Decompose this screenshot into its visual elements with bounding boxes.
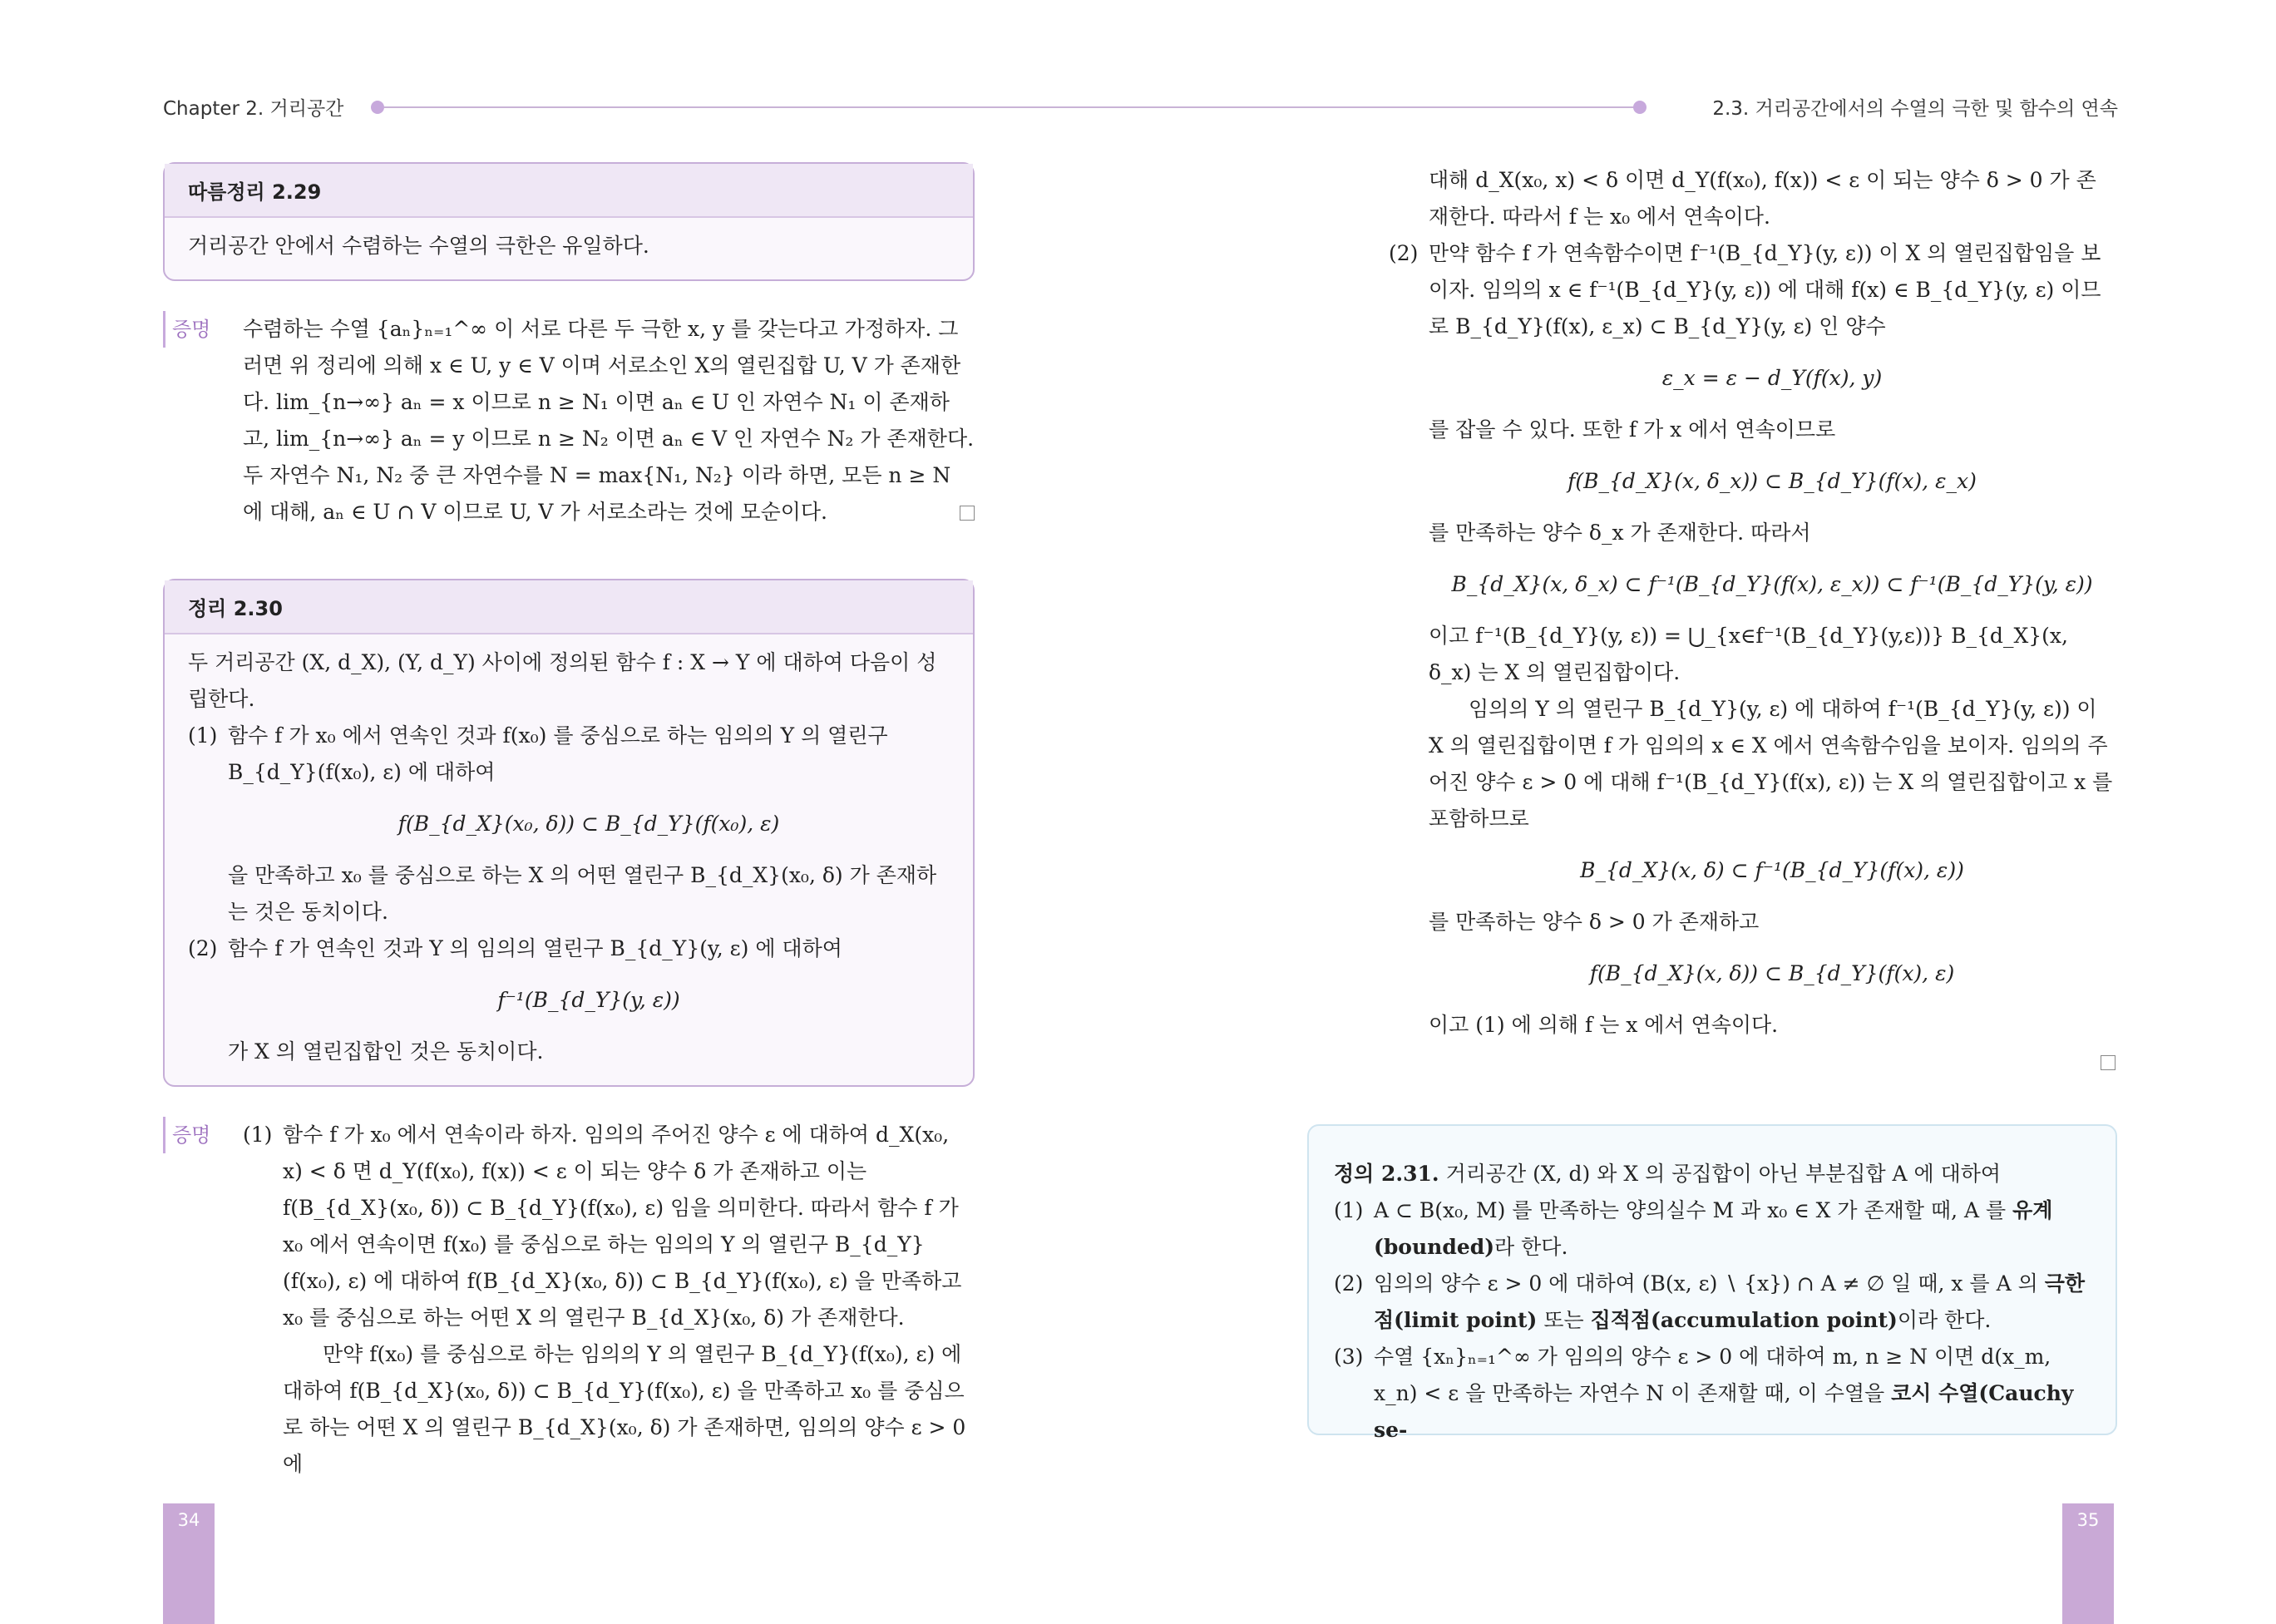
item-number: (1): [188, 723, 218, 748]
item-number: (1): [1334, 1198, 1364, 1222]
proof-block-2: [163, 1117, 975, 1476]
term-cauchy-sequence: 코시 수열(Cauchy se-: [1374, 1381, 2074, 1442]
term-accumulation-point: 집적점(accumulation point): [1590, 1308, 1898, 1332]
item-text-end: 라 한다.: [1494, 1235, 1568, 1259]
equation: ε_x = ε − d_Y(f(x), y): [1661, 366, 1883, 390]
left-page-column: [163, 162, 975, 1476]
proof-paragraph: 함수 f 가 x₀ 에서 연속이라 하자. 임의의 주어진 양수 ε 에 대하여 d_X(x₀, x) < δ 면 d_Y(f(x₀), f(x)) < ε 이 되는 양수 δ 가 존재하고 이는 f(B_{d_X}(x₀, δ)) ⊂ B_{d_Y}(f(x₀), ε) 임을 의미한다. 따라서 함수 f 가 x₀ 에서 연속이면 f(x₀) 를 중심으로 하는 임의의 Y 의 열린구 B_{d_Y}(f(x₀), ε) 에 대하여 f(B_{d_X}(x₀, δ)) ⊂ B_{d_Y}(f(x₀), ε) 을 만족하고 x₀ 를 중심으로 하는 어떤 X 의 열린구 B_{d_X}(x₀, δ) 가 존재한다.: [283, 1123, 962, 1330]
theorem-title: 정리 2.30: [165, 580, 973, 634]
item-number: (3): [1334, 1345, 1364, 1369]
paragraph: 이고 f⁻¹(B_{d_Y}(y, ε)) = ⋃_{x∈f⁻¹(B_{d_Y}(y,ε))} B_{d_X}(x, δ_x) 는 X 의 열린집합이다.: [1429, 624, 2068, 684]
theorem-intro: 두 거리공간 (X, d_X), (Y, d_Y) 사이에 정의된 함수 f : X → Y 에 대하여 다음이 성립한다.: [188, 650, 937, 711]
item-text-mid: 또는: [1537, 1308, 1591, 1332]
item-text: A ⊂ B(x₀, M) 를 만족하는 양의실수 M 과 x₀ ∈ X 가 존재할 때, A 를: [1374, 1198, 2007, 1222]
equation: f(B_{d_X}(x₀, δ)) ⊂ B_{d_Y}(f(x₀), ε): [397, 812, 780, 836]
definition-box: [1307, 1124, 2117, 1442]
proof-block-1: [163, 311, 975, 531]
qed-square-icon: [960, 506, 975, 521]
definition-intro: 거리공간 (X, d) 와 X 의 공집합이 아닌 부분집합 A 에 대하여: [1445, 1162, 2002, 1186]
proof-item-2: [1389, 235, 2116, 345]
item-number: (2): [188, 936, 218, 960]
page-tab-right: [2062, 1503, 2114, 1624]
header-dot-left: [371, 101, 384, 114]
definition-item-1: [1334, 1192, 2091, 1266]
page-number: 34: [177, 1510, 200, 1530]
item-text: 가 X 의 열린집합인 것은 동치이다.: [228, 1039, 544, 1064]
paragraph: 를 만족하는 양수 δ > 0 가 존재하고: [1429, 910, 1760, 934]
qed-square-icon: [2101, 1055, 2116, 1070]
page-tab-left: [163, 1503, 215, 1624]
equation: f⁻¹(B_{d_Y}(y, ε)): [497, 988, 680, 1012]
term-bounded: 유계(bounded): [1374, 1198, 2053, 1259]
theorem-item-1: [188, 718, 950, 930]
definition-title: 정의 2.31.: [1334, 1162, 1439, 1186]
term-limit-point: 극한점(limit point): [1374, 1271, 2085, 1332]
item-text: 함수 f 가 연속인 것과 Y 의 임의의 열린구 B_{d_Y}(y, ε) 에 대하여: [228, 936, 842, 960]
item-number: (1): [243, 1123, 273, 1147]
running-header-left: Chapter 2. 거리공간: [163, 98, 344, 120]
proof-paragraph: 만약 f(x₀) 를 중심으로 하는 임의의 Y 의 열린구 B_{d_Y}(f(x₀), ε) 에 대하여 f(B_{d_X}(x₀, δ)) ⊂ B_{d_Y}(f(x₀), ε) 을 만족하고 x₀ 를 중심으로 하는 어떤 X 의 열린구 B_{d_X}(x₀, δ) 가 존재하면, 임의의 양수 ε > 0 에: [283, 1342, 966, 1476]
paragraph: 이고 (1) 에 의해 f 는 x 에서 연속이다.: [1429, 1013, 1779, 1037]
paragraph: 를 만족하는 양수 δ_x 가 존재한다. 따라서: [1429, 521, 1811, 545]
proof-text: 수렴하는 수열 {aₙ}ₙ₌₁^∞ 이 서로 다른 두 극한 x, y 를 갖는다고 가정하자. 그러면 위 정리에 의해 x ∈ U, y ∈ V 이며 서로소인 X의 열린집합 U, V 가 존재한다. lim_{n→∞} aₙ = x 이므로 n ≥ N₁ 이면 aₙ ∈ U 인 자연수 N₁ 이 존재하고, lim_{n→∞} aₙ = y 이므로 n ≥ N₂ 이면 aₙ ∈ V 인 자연수 N₂ 가 존재한다. 두 자연수 N₁, N₂ 중 큰 자연수를 N = max{N₁, N₂} 이라 하면, 모든 n ≥ N 에 대해, aₙ ∈ U ∩ V 이므로 U, V 가 서로소라는 것에 모순이다.: [243, 317, 975, 524]
theorem-item-2: [188, 930, 950, 1070]
paragraph: 만약 함수 f 가 연속함수이면 f⁻¹(B_{d_Y}(y, ε)) 이 X 의 열린집합임을 보이자. 임의의 x ∈ f⁻¹(B_{d_Y}(y, ε)) 에 대해 f(x) ∈ B_{d_Y}(y, ε) 이므로 B_{d_Y}(f(x), ε_x) ⊂ B_{d_Y}(y, ε) 인 양수: [1429, 241, 2101, 338]
item-text: 임의의 양수 ε > 0 에 대하여 (B(x, ε) ∖ {x}) ∩ A ≠ ∅ 일 때, x 를 A 의: [1374, 1271, 2038, 1296]
header-dot-right: [1633, 101, 1647, 114]
theorem-box: [163, 579, 975, 1087]
item-text-end: 이라 한다.: [1897, 1308, 1992, 1332]
equation: B_{d_X}(x, δ) ⊂ f⁻¹(B_{d_Y}(f(x), ε)): [1580, 858, 1964, 882]
equation: B_{d_X}(x, δ_x) ⊂ f⁻¹(B_{d_Y}(f(x), ε_x)) ⊂ f⁻¹(B_{d_Y}(y, ε)): [1451, 572, 2093, 596]
equation: f(B_{d_X}(x, δ_x)) ⊂ B_{d_Y}(f(x), ε_x): [1568, 469, 1977, 493]
definition-item-2: [1334, 1266, 2091, 1339]
corollary-body: 거리공간 안에서 수렴하는 수열의 극한은 유일하다.: [188, 234, 649, 258]
paragraph: 대해 d_X(x₀, x) < δ 이면 d_Y(f(x₀), f(x)) < ε 이 되는 양수 δ > 0 가 존재한다. 따라서 f 는 x₀ 에서 연속이다.: [1429, 168, 2096, 229]
item-text: 함수 f 가 x₀ 에서 연속인 것과 f(x₀) 를 중심으로 하는 임의의 Y 의 열린구 B_{d_Y}(f(x₀), ε) 에 대하여: [228, 723, 888, 784]
corollary-box: [163, 162, 975, 281]
definition-item-3: [1334, 1339, 2091, 1449]
right-page-column: [1389, 162, 2116, 1070]
paragraph: 를 잡을 수 있다. 또한 f 가 x 에서 연속이므로: [1429, 417, 1836, 442]
proof-label: 증명: [163, 1117, 210, 1153]
item-number: (2): [1334, 1271, 1364, 1296]
equation: f(B_{d_X}(x, δ)) ⊂ B_{d_Y}(f(x), ε): [1589, 961, 1955, 985]
theorem-body: [165, 634, 973, 1085]
proof-item-1: [243, 1117, 975, 1483]
corollary-title: 따름정리 2.29: [165, 164, 973, 218]
header-rule: [384, 106, 1642, 108]
item-text: 을 만족하고 x₀ 를 중심으로 하는 X 의 어떤 열린구 B_{d_X}(x₀, δ) 가 존재하는 것은 동치이다.: [228, 863, 937, 924]
item-text: 수열 {xₙ}ₙ₌₁^∞ 가 임의의 양수 ε > 0 에 대하여 m, n ≥ N 이면 d(x_m, x_n) < ε 을 만족하는 자연수 N 이 존재할 때, 이 수열을: [1374, 1345, 2051, 1405]
proof-label: 증명: [163, 311, 210, 348]
item-number: (2): [1389, 241, 1419, 265]
page-number: 35: [2076, 1510, 2100, 1530]
running-header-right: 2.3. 거리공간에서의 수열의 극한 및 함수의 연속: [1712, 98, 2118, 120]
paragraph: 임의의 Y 의 열린구 B_{d_Y}(y, ε) 에 대하여 f⁻¹(B_{d_Y}(y, ε)) 이 X 의 열린집합이면 f 가 임의의 x ∈ X 에서 연속함수임을 보이자. 임의의 주어진 양수 ε > 0 에 대해 f⁻¹(B_{d_Y}(f(x), ε)) 는 X 의 열린집합이고 x 를 포함하므로: [1429, 697, 2113, 831]
